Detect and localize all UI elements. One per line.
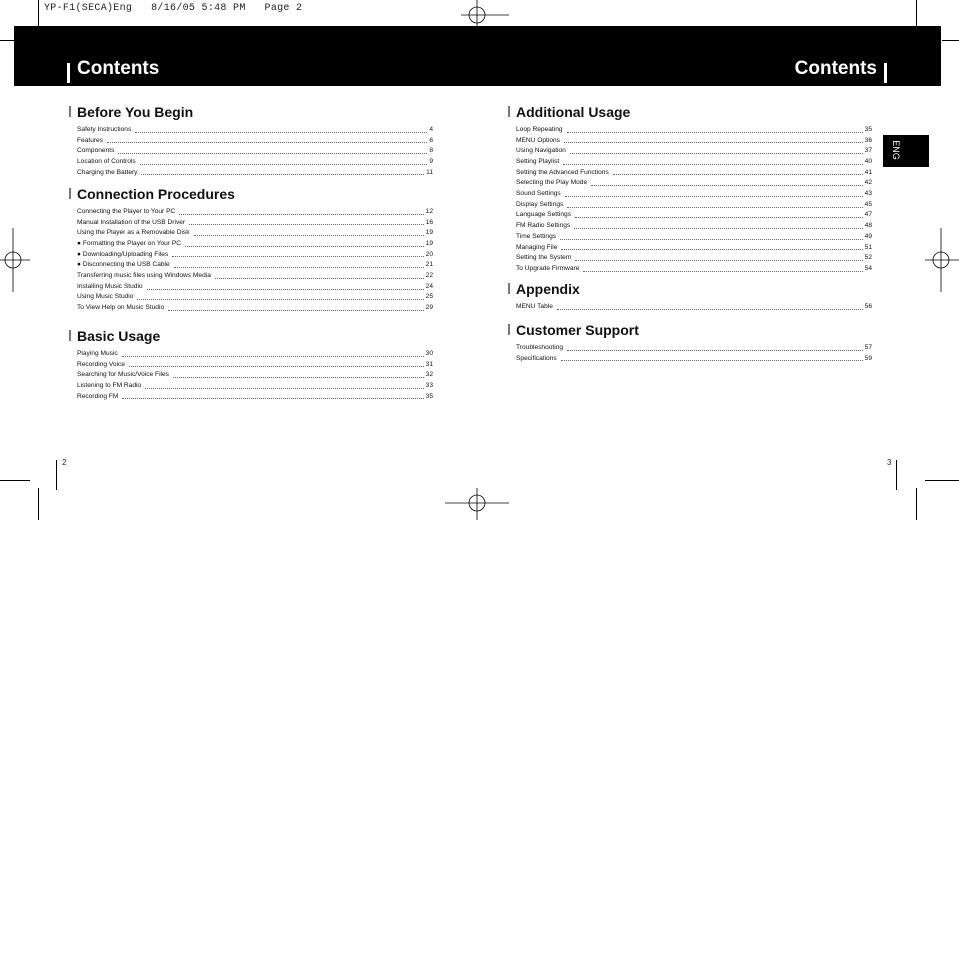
registration-mark-icon: [0, 228, 30, 292]
dot-leader: [129, 366, 424, 367]
entry-page: 54: [864, 264, 872, 272]
dot-leader: [561, 360, 863, 361]
entry-title: Manual Installation of the USB Driver: [77, 218, 186, 226]
dot-leader: [560, 239, 863, 240]
title-bar-mark: [884, 63, 887, 83]
dot-leader: [575, 217, 863, 218]
dot-leader: [174, 267, 424, 268]
entry-page: 30: [425, 349, 433, 357]
toc-entry[interactable]: [77, 168, 433, 179]
toc-section: [508, 321, 872, 364]
dot-leader: [122, 356, 424, 357]
entry-title: ● Downloading/Uploading Files: [77, 250, 169, 258]
dot-leader: [189, 224, 424, 225]
toc-entry[interactable]: [516, 200, 872, 211]
entry-title: Selecting the Play Mode: [516, 179, 588, 187]
entry-title: To Upgrade Firmware: [516, 264, 580, 272]
toc-entry[interactable]: [77, 392, 433, 403]
entry-title: Using Music Studio: [77, 293, 134, 301]
entry-page: 36: [864, 136, 872, 144]
toc-entry[interactable]: [77, 303, 433, 314]
toc-entry[interactable]: [516, 232, 872, 243]
entry-title: Listening to FM Radio: [77, 382, 142, 390]
section-heading: Customer Support: [508, 321, 872, 339]
entry-title: To View Help on Music Studio: [77, 304, 165, 312]
entry-title: FM Radio Settings: [516, 222, 571, 230]
dot-leader: [185, 246, 424, 247]
trim-line: [896, 460, 897, 490]
entry-page: 48: [864, 222, 872, 230]
right-page-title: Contents: [794, 58, 877, 79]
dot-leader: [557, 309, 863, 310]
toc-entry[interactable]: [77, 381, 433, 392]
entry-page: 42: [864, 179, 872, 187]
dot-leader: [135, 132, 427, 133]
entry-page: 6: [429, 136, 433, 144]
entry-page: 31: [425, 360, 433, 368]
dot-leader: [122, 398, 423, 399]
entry-title: Location of Controls: [77, 158, 136, 166]
entry-title: Troubleshooting: [516, 343, 564, 351]
registration-mark-icon: [445, 488, 509, 520]
entry-page: 40: [864, 158, 872, 166]
entry-page: 41: [864, 168, 872, 176]
section-heading: Appendix: [508, 280, 872, 298]
entry-page: 8: [429, 147, 433, 155]
trim-line: [56, 460, 57, 490]
entry-page: 35: [425, 392, 433, 400]
entry-page: 19: [425, 229, 433, 237]
toc-entry[interactable]: [77, 250, 433, 261]
entry-title: Time Settings: [516, 232, 557, 240]
crop-mark: [38, 488, 39, 520]
toc-entry[interactable]: [516, 168, 872, 179]
entry-page: 29: [425, 304, 433, 312]
entry-page: 12: [425, 207, 433, 215]
toc-entry[interactable]: [516, 178, 872, 189]
entry-title: ● Formatting the Player on Your PC: [77, 240, 182, 248]
entry-title: Setting Playlist: [516, 158, 560, 166]
title-bar-mark: [67, 63, 70, 83]
toc-entry[interactable]: [77, 360, 433, 371]
entry-title: Recording FM: [77, 392, 119, 400]
entry-page: 19: [425, 240, 433, 248]
toc-entry[interactable]: [77, 146, 433, 157]
entry-title: Searching for Music/Voice Files: [77, 371, 169, 379]
toc-entry[interactable]: [516, 157, 872, 168]
toc-entry[interactable]: [77, 239, 433, 250]
entry-title: ● Disconnecting the USB Cable: [77, 261, 170, 269]
dot-leader: [567, 207, 862, 208]
crop-mark: [925, 480, 959, 481]
entry-title: Transferring music files using Windows Media: [77, 272, 211, 280]
toc-entry[interactable]: [77, 136, 433, 147]
dot-leader: [168, 310, 424, 311]
toc-entry[interactable]: [77, 207, 433, 218]
dot-leader: [565, 196, 863, 197]
crop-mark: [942, 40, 959, 41]
toc-entry[interactable]: [77, 293, 433, 304]
dot-leader: [118, 153, 427, 154]
toc-entry[interactable]: [77, 125, 433, 136]
entry-title: Language Settings: [516, 211, 571, 219]
crop-mark: [916, 488, 917, 520]
registration-mark-icon: [925, 228, 959, 292]
section-heading: Connection Procedures: [69, 185, 433, 203]
crop-mark: [0, 480, 30, 481]
dot-leader: [570, 153, 863, 154]
entry-page: 20: [425, 250, 433, 258]
toc-section: [69, 185, 433, 314]
dot-leader: [172, 256, 423, 257]
entry-title: Features: [77, 136, 104, 144]
toc-entry[interactable]: [77, 271, 433, 282]
dot-leader: [583, 271, 862, 272]
dot-leader: [215, 278, 424, 279]
entry-title: Using Navigation: [516, 147, 566, 155]
toc-entry[interactable]: [516, 253, 872, 264]
entry-title: Recording Voice: [77, 360, 126, 368]
entry-title: Sound Settings: [516, 190, 561, 198]
dot-leader: [563, 164, 862, 165]
dot-leader: [574, 228, 862, 229]
entry-page: 33: [425, 382, 433, 390]
entry-page: 25: [425, 293, 433, 301]
entry-page: 32: [425, 371, 433, 379]
dot-leader: [613, 174, 863, 175]
toc-entry[interactable]: [516, 189, 872, 200]
entry-page: 35: [864, 125, 872, 133]
left-page-number: 2: [62, 458, 67, 467]
dot-leader: [137, 299, 423, 300]
entry-page: 4: [429, 125, 433, 133]
toc-entry[interactable]: [77, 228, 433, 239]
dot-leader: [567, 132, 863, 133]
entry-title: Safety Instructions: [77, 125, 132, 133]
entry-page: 49: [864, 232, 872, 240]
entry-page: 24: [425, 282, 433, 290]
entry-title: MENU Table: [516, 302, 553, 310]
entry-page: 57: [864, 343, 872, 351]
dot-leader: [575, 260, 862, 261]
entry-title: Playing Music: [77, 349, 118, 357]
entry-page: 11: [426, 168, 433, 176]
entry-page: 37: [864, 147, 872, 155]
toc-entry[interactable]: [77, 370, 433, 381]
dot-leader: [591, 185, 863, 186]
dot-leader: [179, 214, 423, 215]
toc-entry[interactable]: [516, 221, 872, 232]
toc-entry[interactable]: [516, 302, 872, 313]
entry-page: 52: [864, 254, 872, 262]
language-tab: [883, 135, 929, 167]
entry-page: 51: [864, 243, 872, 251]
entry-title: Setting the Advanced Functions: [516, 168, 609, 176]
entry-page: 56: [864, 302, 872, 310]
toc-entry[interactable]: [77, 260, 433, 271]
entry-title: Managing File: [516, 243, 558, 251]
toc-entry[interactable]: [516, 146, 872, 157]
dot-leader: [140, 164, 428, 165]
crop-mark: [0, 40, 14, 41]
entry-title: Loop Repeating: [516, 125, 563, 133]
entry-title: Connecting the Player to Your PC: [77, 207, 176, 215]
entry-title: MENU Options: [516, 136, 560, 144]
entry-page: 9: [429, 158, 433, 166]
entry-page: 21: [425, 261, 433, 269]
toc-section: [508, 103, 872, 275]
dot-leader: [561, 249, 862, 250]
entry-title: Charging the Battery: [77, 168, 138, 176]
print-slug: YP-F1(SECA)Eng 8/16/05 5:48 PM Page 2: [44, 3, 303, 14]
section-heading: Before You Begin: [69, 103, 433, 121]
toc-section: [508, 280, 872, 313]
toc-entry[interactable]: [516, 136, 872, 147]
toc-entry[interactable]: [77, 349, 433, 360]
toc-entry[interactable]: [516, 211, 872, 222]
toc-entry[interactable]: [77, 157, 433, 168]
left-page-title: Contents: [77, 58, 160, 79]
entry-page: 47: [864, 211, 872, 219]
toc-entry[interactable]: [516, 343, 872, 354]
dot-leader: [194, 235, 424, 236]
right-page-number: 3: [887, 458, 892, 467]
dot-leader: [173, 377, 424, 378]
toc-entry[interactable]: [516, 264, 872, 275]
entry-page: 16: [425, 218, 433, 226]
entry-title: Installing Music Studio: [77, 282, 143, 290]
section-heading: Additional Usage: [508, 103, 872, 121]
language-tab-label: ENG: [891, 140, 901, 160]
toc-entry[interactable]: [516, 243, 872, 254]
entry-title: Display Settings: [516, 200, 564, 208]
toc-section: [69, 327, 433, 402]
entry-title: Setting the System: [516, 254, 572, 262]
entry-page: 59: [864, 354, 872, 362]
toc-entry[interactable]: [77, 282, 433, 293]
toc-entry[interactable]: [77, 218, 433, 229]
entry-page: 43: [864, 190, 872, 198]
toc-entry[interactable]: [516, 125, 872, 136]
entry-title: Specifications: [516, 354, 557, 362]
entry-title: Using the Player as a Removable Disk: [77, 229, 190, 237]
dot-leader: [564, 142, 863, 143]
entry-page: 45: [864, 200, 872, 208]
dot-leader: [147, 289, 424, 290]
dot-leader: [107, 142, 427, 143]
toc-section: [69, 103, 433, 178]
toc-entry[interactable]: [516, 354, 872, 365]
dot-leader: [567, 350, 863, 351]
entry-page: 22: [425, 272, 433, 280]
entry-title: Components: [77, 147, 115, 155]
section-heading: Basic Usage: [69, 327, 433, 345]
dot-leader: [141, 174, 424, 175]
dot-leader: [145, 388, 424, 389]
